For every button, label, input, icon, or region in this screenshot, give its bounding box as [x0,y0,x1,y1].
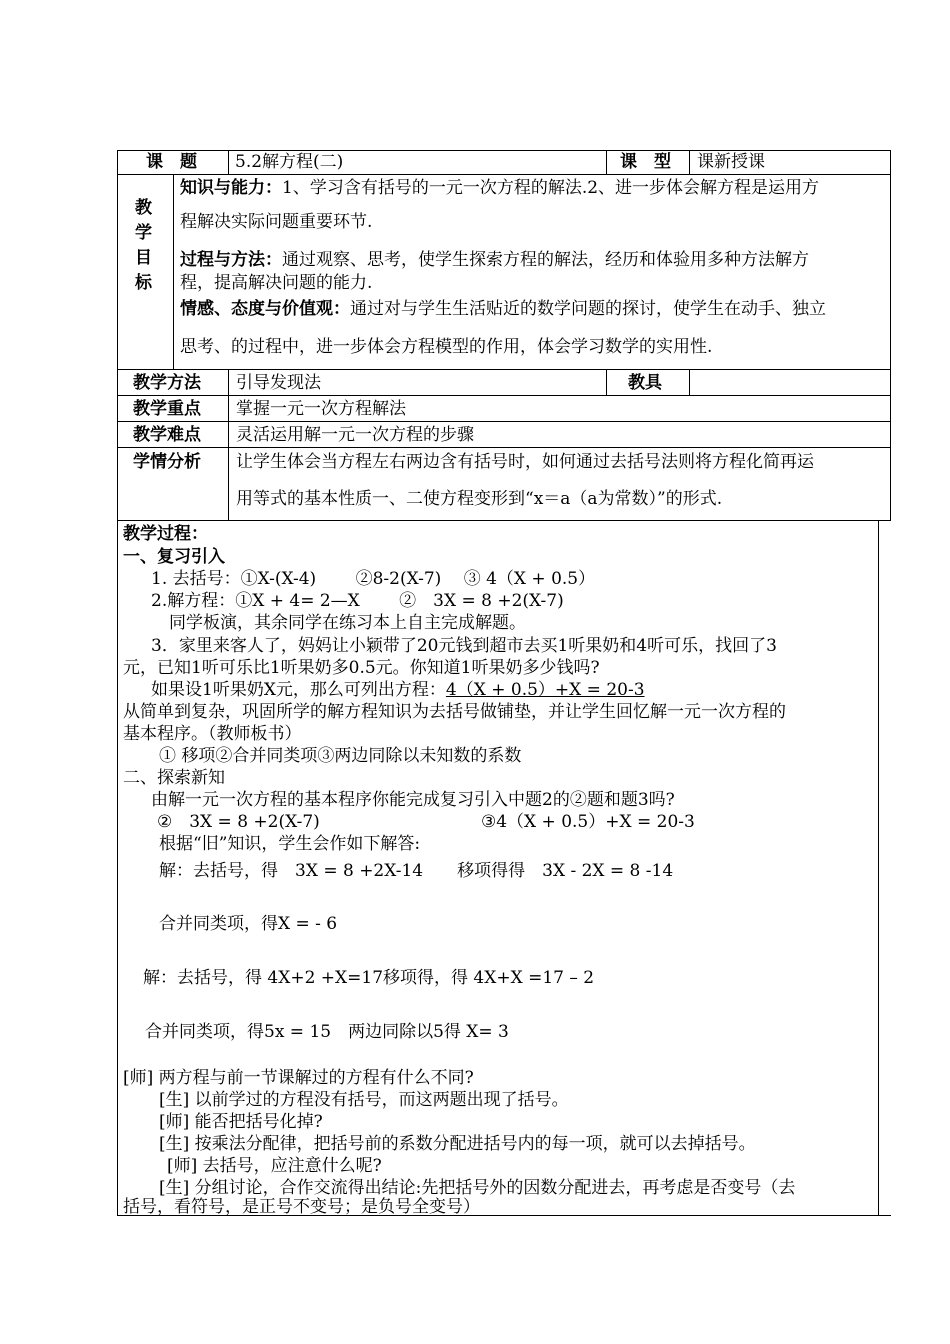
rule-col-goals [173,174,174,370]
rule-right-lower [878,520,879,1216]
process-line: [生] 按乘法分配律，把括号前的系数分配进括号内的每一项，就可以去掉括号。 [159,1134,756,1154]
process-line: 基本程序。（教师板书） [123,724,302,744]
process-line: 同学板演，其余同学在练习本上自主完成解题。 [169,613,526,633]
rule-after-difficulty [117,447,891,448]
goal-knowledge-title: 知识与能力： [180,178,282,198]
process-line: 由解一元一次方程的基本程序你能完成复习引入中题2的②题和题3吗? [151,790,675,810]
difficulty-value: 灵活运用解一元一次方程的步骤 [236,425,474,445]
topic-label: 课 题 [146,152,197,172]
process-line: 解：去括号，得 3X = 8 +2X-14 移项得得 3X - 2X = 8 -14 [159,861,674,881]
rule-col-label [228,150,229,175]
equation-intro: 如果设1听果奶X元，那么可列出方程： [151,680,446,700]
process-line: 3．家里来客人了，妈妈让小颖带了20元钱到超市去买1听果奶和4听可乐，找回了3 [151,636,777,656]
process-line: [生] 以前学过的方程没有括号，而这两题出现了括号。 [159,1090,569,1110]
process-line: ② 3X = 8 +2(X-7) [157,812,320,832]
process-line: 合并同类项，得X = - 6 [159,914,338,934]
difficulty-label: 教学难点 [133,425,201,445]
topic-value: 5.2解方程(二) [235,152,344,172]
rule-col-label-2 [228,369,229,521]
goal-knowledge-line2: 程解决实际问题重要环节. [180,212,373,232]
goal-emotion-text: 通过对与学生生活贴近的数学问题的探讨，使学生在动手、独立 [350,299,826,319]
goal-process-text: 通过观察、思考，使学生探索方程的解法，经历和体验用多种方法解方 [282,250,809,270]
analysis-label: 学情分析 [133,452,201,472]
goal-process-line2: 程，提高解决问题的能力. [180,273,373,293]
goal-emotion-title: 情感、态度与价值观： [180,299,350,319]
process-line: 1. 去括号：①X-(X-4) ②8-2(X-7) ③ 4（X + 0.5） [151,569,596,589]
method-label: 教学方法 [133,373,201,393]
process-line: ① 移项②合并同类项③两边同除以未知数的系数 [159,746,522,766]
rule-after-topic [117,174,891,175]
rule-bottom-stub [879,1215,891,1216]
tools-label: 教具 [628,373,662,393]
goals-label-char: 学 [135,223,152,243]
process-line: 元，已知1听可乐比1听果奶多0.5元。你知道1听果奶多少钱吗? [123,658,600,678]
goals-label-char: 教 [135,198,152,218]
rule-after-analysis [117,520,891,521]
focus-label: 教学重点 [133,399,201,419]
process-line: 根据“旧”知识，学生会作如下解答: [159,834,421,854]
goal-emotion-line2: 思考、的过程中，进一步体会方程模型的作用，体会学习数学的实用性. [180,337,713,357]
analysis-line2: 用等式的基本性质一、二使方程变形到“x＝a（a为常数）”的形式. [236,489,723,509]
rule-after-method [117,395,891,396]
type-label: 课 型 [620,152,671,172]
method-value: 引导发现法 [236,373,321,393]
type-value: 课新授课 [697,152,765,172]
rule-top [117,150,891,151]
process-line: [师] 去括号，应注意什么呢? [167,1156,382,1176]
rule-col-tools-l [606,369,607,396]
section1-title: 一、复习引入 [123,547,225,567]
goal-emotion-line1 [180,298,826,320]
process-line: 解：去括号，得 4X+2 +X=17移项得，得 4X+X =17 – 2 [143,968,595,988]
rule-left [117,150,118,1216]
goals-label-char: 目 [135,248,152,268]
goal-process-title: 过程与方法： [180,250,282,270]
process-line: 从简单到复杂，巩固所学的解方程知识为去括号做铺垫，并让学生回忆解一元一次方程的 [123,702,786,722]
process-line: [师] 能否把括号化掉? [159,1112,323,1132]
goal-knowledge-line1 [180,177,819,199]
focus-value: 掌握一元一次方程解法 [236,399,406,419]
process-line: [师] 两方程与前一节课解过的方程有什么不同? [123,1068,474,1088]
rule-col-tools-r [689,369,690,396]
rule-after-focus [117,421,891,422]
process-line: 合并同类项，得5x = 15 两边同除以5得 X= 3 [145,1022,509,1042]
process-line: 括号，看符号，是正号不变号；是负号全变号） [123,1197,480,1217]
rule-right-upper [890,150,891,521]
process-line: [生] 分组讨论，合作交流得出结论:先把括号外的因数分配进去，再考虑是否变号（去 [159,1178,796,1198]
process-title: 教学过程： [123,524,208,544]
goals-label-char: 标 [135,273,152,293]
process-line: ③4（X + 0.5）+X = 20-3 [481,812,695,832]
equation-underlined: 4（X + 0.5）+X = 20-3 [445,680,645,700]
rule-after-goals [117,369,891,370]
rule-col-type-l [606,150,607,175]
section2-title: 二、探索新知 [123,768,225,788]
goal-knowledge-text: 1、学习含有括号的一元一次方程的解法.2、进一步体会解方程是运用方 [282,178,820,198]
rule-col-type-r [689,150,690,175]
process-line [151,679,645,701]
process-line: 2.解方程：①X + 4= 2—X ② 3X = 8 +2(X-7) [151,591,564,611]
analysis-line1: 让学生体会当方程左右两边含有括号时，如何通过去括号法则将方程化简再运 [236,452,814,472]
goal-process-line1 [180,249,809,271]
